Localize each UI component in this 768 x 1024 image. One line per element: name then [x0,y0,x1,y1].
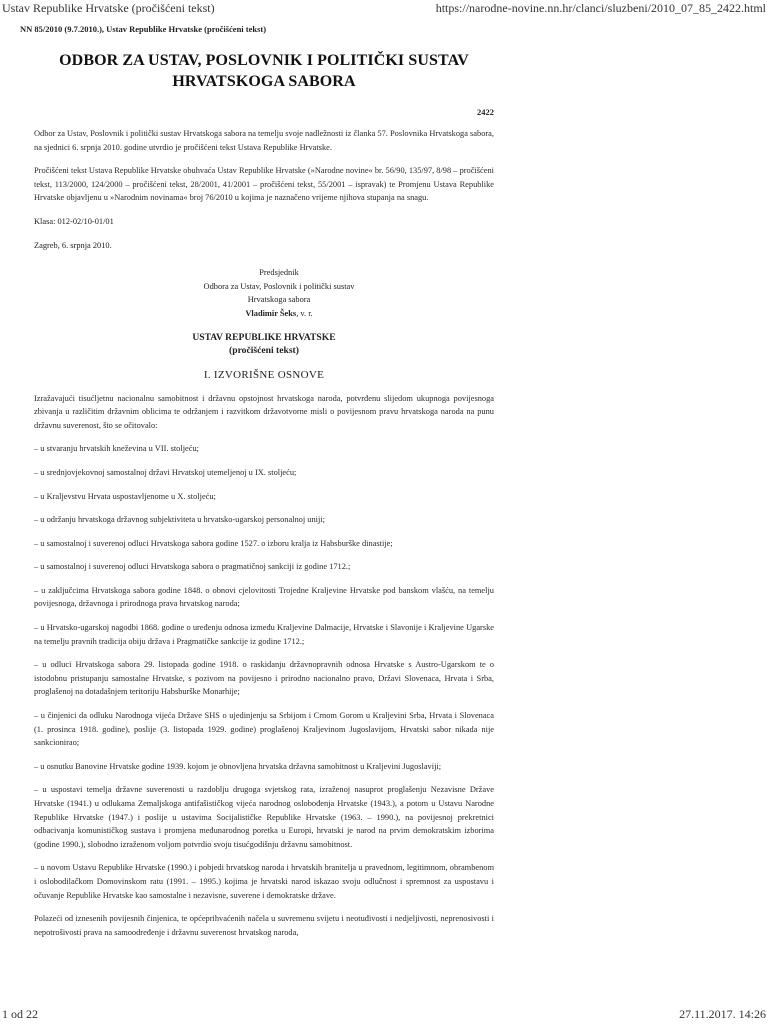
print-footer [0,1007,768,1023]
section-body [34,392,494,940]
signature-block [184,266,374,320]
list-item: – u uspostavi temelja državne suverenosti u razdoblju drugoga svjetskog rata, izraženoj nasuprot proglašenju Nezavisne Države Hrvatske (1941.) u odlukama Zemaljskoga antifašističkog vijeća narodnog oslobođenja Hrvatske (1943.), a potom u Ustavu Narodne Republike Hrvatske (1947.) i poslije u ustavima Socijalističke Republike Hrvatske (1963. – 1990.), na povijesnoj prekretnici odbacivanja komunističkog sustava i promjena međunarodnog poretka u Europi, hrvatski je narod na prvim demokratskim izborima (godine 1990.), slobodno izraženom voljom potvrdio svoju tisućgodišnju državnu samobitnost. [34,785,494,849]
list-item: – u novom Ustavu Republike Hrvatske (1990.) i pobjedi hrvatskog naroda i hrvatskih branitelja u pravednom, legitimnom, obrambenom i oslobodilačkom Domovinskom ratu (1991. – 1995.) kojima je hrvatski narod iskazao svoju odlučnost i spremnost za uspostavu i očuvanje Republike Hrvatske kao samostalne i nezavisne, suverene i demokratske države. [34,863,494,900]
meta-section [34,215,494,252]
signature-body-line: Odbora za Ustav, Poslovnik i politički sustav [203,281,355,291]
body-paragraph: Izražavajući tisućljetnu nacionalnu samobitnost i državnu opstojnost hrvatskoga naroda, potvrđenu slijedom ukupnoga povijesnoga zbivanja u različitim državnim oblicima te održanjem i razvitkom državotvorne misli o povijesnom pravu hrvatskoga naroda na punu državnu suverenost, što se očitovalo: [34,393,494,430]
print-header-title: Ustav Republike Hrvatske (pročišćeni tekst) [2,1,215,15]
signature-role: Predsjednik [259,268,299,278]
list-item: – u činjenici da odluku Narodnoga vijeća Države SHS o ujedinjenju sa Srbijom i Crnom Gorom u Kraljevini Srba, Hrvata i Slovenaca (1. prosinca 1918. godine), poslije (3. listopada 1929. godine) proglašenoj Kraljevinom Jugoslavijom, Hrvatski sabor nikada nije sankcionirao; [34,711,494,748]
list-item: – u zaključcima Hrvatskoga sabora godine 1848. o obnovi cjelovitosti Trojedne Kraljevine Hrvatske pod banskom vlašću, na temelju povijesnoga, državnoga i prirodnoga prava hrvatskog naroda; [34,585,494,609]
list-item: – u stvaranju hrvatskih kneževina u VII. stoljeću; [34,444,199,454]
place-date-line: Zagreb, 6. srpnja 2010. [34,240,112,250]
constitution-subtitle: (pročišćeni tekst) [229,344,299,356]
breadcrumb: NN 85/2010 (9.7.2010.), Ustav Republike Hrvatske (pročišćeni tekst) [20,24,267,34]
list-item: – u Kraljevstvu Hrvata uspostavljenome u X. stoljeću; [34,491,216,501]
signature-suffix: , v. r. [296,308,313,318]
body-paragraph: Polazeći od iznesenih povijesnih činjenica, te općeprihvaćenih načela u suvremenu svijetu i neotuđivosti i nedjeljivosti, neprenosivosti i nepotrošivosti prava na samoodređenje i državnu suverenost hrvatskog naroda, [34,914,494,937]
section-heading: I. IZVORIŠNE OSNOVE [203,368,325,381]
print-datetime: 27.11.2017. 14:26 [679,1007,766,1021]
list-item: – u Hrvatsko-ugarskoj nagodbi 1868. godine o uređenju odnosa između Kraljevine Dalmacije, Hrvatske i Slavonije i Kraljevine Ugarske na temelju pravnih tradicija obiju država i Pragmatičke sankcije iz godine 1712.; [34,623,494,646]
intro-section [34,127,494,205]
page-counter: 1 od 22 [2,1007,38,1021]
document-number: 2422 [477,107,494,117]
list-item: – u odluci Hrvatskoga sabora 29. listopada godine 1918. o raskidanju državnopravnih odnosa Hrvatske s Austro-Ugarskom te o istodobnu pristupanju samostalne Hrvatske, s pozivom na povijesno i prirodno nacionalno pravo, Državi Slovenaca, Hrvata i Srba, proglašenoj na dotadašnjem teritoriju Habsburške Monarhije; [34,660,494,697]
print-header [0,0,768,18]
list-item: – u srednjovjekovnoj samostalnoj državi Hrvatskoj utemeljenoj u IX. stoljeću; [34,467,297,477]
page-title: ODBOR ZA USTAV, POSLOVNIK I POLITIČKI SUSTAV HRVATSKOGA SABORA [59,52,469,90]
list-item: – u samostalnoj i suverenoj odluci Hrvatskoga sabora o pragmatičnoj sankciji iz godine 1712.; [34,562,351,572]
list-item: – u samostalnoj i suverenoj odluci Hrvatskoga sabora godine 1527. o izboru kralja iz Habsburške dinastije; [34,538,393,548]
document-page [20,24,494,949]
constitution-title-main: USTAV REPUBLIKE HRVATSKE [192,331,336,343]
constitution-title [34,331,494,357]
signature-name-line [184,307,374,321]
list-item: – u održanju hrvatskoga državnog subjektiviteta u hrvatsko-ugarskoj personalnoj uniji; [34,515,325,525]
intro-paragraph: Odbor za Ustav, Poslovnik i politički sustav Hrvatskoga sabora na temelju svoje nadležnosti iz članka 57. Poslovnika Hrvatskoga sabora, na sjednici 6. srpnja 2010. godine utvrdio je pročišćeni tekst Ustava Republike Hrvatske. [34,129,494,152]
print-header-url[interactable]: https://narodne-novine.nn.hr/clanci/sluzbeni/2010_07_85_2422.html [435,1,766,15]
list-item: – u osnutku Banovine Hrvatske godine 1939. kojom je obnovljena hrvatska državna samobitnost u Kraljevini Jugoslaviji; [34,761,442,771]
klasa-line: Klasa: 012-02/10-01/01 [34,216,114,226]
signature-body-line: Hrvatskoga sabora [247,295,311,305]
intro-paragraph: Pročišćeni tekst Ustava Republike Hrvatske obuhvaća Ustav Republike Hrvatske (»Narodne novine« br. 56/90, 135/97, 8/98 – pročišćeni tekst, 113/2000, 124/2000 – pročišćeni tekst, 28/2001, 41/2001 – pročišćeni tekst, 55/2001 – ispravak) te Promjenu Ustava Republike Hrvatske objavljenu u »Narodnim novinama« broj 76/2010 u kojima je naznačeno vrijeme njihova stupanja na snagu. [34,166,494,203]
signature-name: Vladimir Šeks [245,308,297,318]
